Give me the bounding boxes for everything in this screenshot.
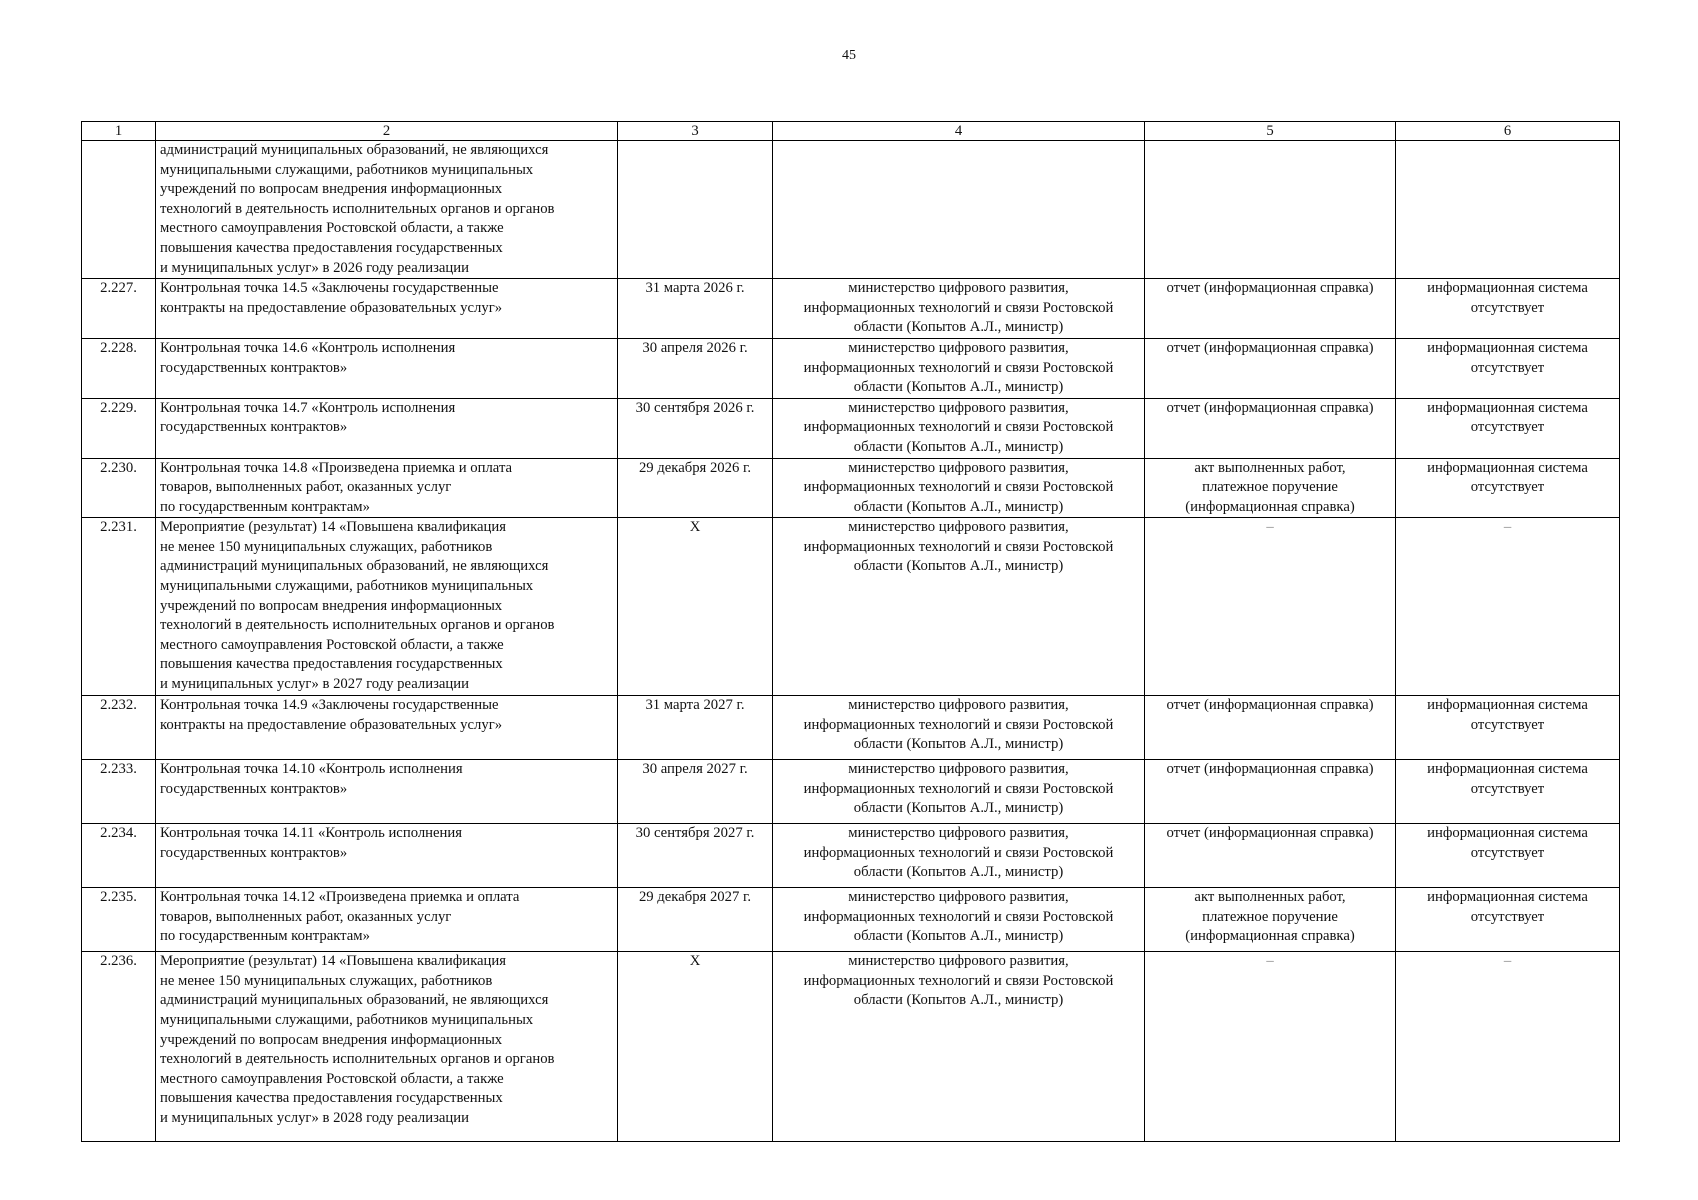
row-number: 2.227. [82,279,156,339]
row-number: 2.228. [82,338,156,398]
row-responsible-line: информационных технологий и связи Ростовской [803,908,1114,925]
row-description [156,141,618,279]
row-number: 2.234. [82,824,156,888]
row-responsible [773,952,1145,1142]
row-description [156,952,618,1142]
row-description-line: по государственным контрактам» [160,498,370,515]
row-number: 2.233. [82,760,156,824]
row-document-line: отчет (информационная справка) [1166,697,1374,714]
row-description [156,338,618,398]
row-responsible-line: информационных технологий и связи Ростовской [803,479,1114,496]
table-row [82,279,1620,339]
row-number [82,141,156,279]
row-document [1145,824,1396,888]
row-information-system-line: отсутствует [1470,844,1545,861]
row-information-system-line: отсутствует [1470,716,1545,733]
row-responsible-line: области (Копытов А.Л., министр) [853,992,1064,1009]
row-deadline: 29 декабря 2027 г. [618,888,773,952]
row-responsible-line: министерство цифрового развития, [848,697,1069,714]
row-description-line: Контрольная точка 14.10 «Контроль исполнения [160,761,463,778]
row-responsible-line: информационных технологий и связи Ростовской [803,716,1114,733]
row-description [156,824,618,888]
row-information-system-line: информационная система [1427,889,1588,906]
row-responsible-line: министерство цифрового развития, [848,889,1069,906]
row-document [1145,888,1396,952]
row-information-system [1396,952,1620,1142]
row-description-line: по государственным контрактам» [160,928,370,945]
empty-cell [773,141,1145,279]
table-row [82,696,1620,760]
table-header [82,122,1620,141]
row-description-line: местного самоуправления Ростовской области, а также [160,636,504,653]
row-deadline: 30 апреля 2026 г. [618,338,773,398]
row-information-system-line: информационная система [1427,761,1588,778]
row-description [156,458,618,518]
row-description-line: Контрольная точка 14.9 «Заключены государственные [160,697,499,714]
row-description-line: Контрольная точка 14.8 «Произведена приемка и оплата [160,459,513,476]
row-document [1145,518,1396,696]
row-responsible [773,696,1145,760]
column-header-5: 5 [1145,122,1396,141]
row-information-system-line: информационная система [1427,339,1588,356]
row-description-line: Мероприятие (результат) 14 «Повышена квалификация [160,519,507,536]
row-deadline: 30 сентября 2027 г. [618,824,773,888]
row-description-line: повышения качества предоставления государственных [160,656,503,673]
row-deadline: 29 декабря 2026 г. [618,458,773,518]
row-description-line: контракты на предоставление образовательных услуг» [160,716,503,733]
row-description [156,518,618,696]
column-header-1: 1 [82,122,156,141]
row-deadline: 30 апреля 2027 г. [618,760,773,824]
row-information-system [1396,398,1620,458]
row-document [1145,952,1396,1142]
table-row [82,518,1620,696]
row-document-line: отчет (информационная справка) [1166,339,1374,356]
row-number: 2.235. [82,888,156,952]
row-responsible [773,888,1145,952]
row-responsible-line: информационных технологий и связи Ростовской [803,359,1114,376]
row-document-line: – [1266,519,1274,536]
row-description [156,696,618,760]
row-responsible-line: министерство цифрового развития, [848,761,1069,778]
row-information-system-line: информационная система [1427,697,1588,714]
row-description [156,760,618,824]
row-deadline: 31 марта 2027 г. [618,696,773,760]
table-row [82,952,1620,1142]
row-deadline: 30 сентября 2026 г. [618,398,773,458]
row-responsible-line: информационных технологий и связи Ростовской [803,972,1114,989]
row-description-line: администраций муниципальных образований, не являющихся [160,142,549,158]
row-document-line: – [1266,953,1274,970]
row-description-line: государственных контрактов» [160,844,348,861]
row-responsible-line: области (Копытов А.Л., министр) [853,736,1064,753]
row-information-system [1396,458,1620,518]
row-responsible-line: области (Копытов А.Л., министр) [853,558,1064,575]
row-responsible-line: министерство цифрового развития, [848,339,1069,356]
row-information-system [1396,760,1620,824]
row-information-system-line: отсутствует [1470,299,1545,316]
row-description-line: технологий в деятельность исполнительных органов и органов [160,200,555,217]
row-description-line: технологий в деятельность исполнительных органов и органов [160,1051,555,1068]
row-responsible-line: министерство цифрового развития, [848,459,1069,476]
row-document-line: (информационная справка) [1185,928,1355,945]
row-information-system-line: информационная система [1427,280,1588,297]
row-number: 2.231. [82,518,156,696]
row-number: 2.232. [82,696,156,760]
row-document [1145,696,1396,760]
row-information-system-line: информационная система [1427,399,1588,416]
row-description-line: повышения качества предоставления государственных [160,239,503,256]
row-description-line: и муниципальных услуг» в 2027 году реализации [160,676,469,693]
row-description-line: товаров, выполненных работ, оказанных услуг [160,479,452,496]
plan-table [81,121,1620,1142]
row-description-line: местного самоуправления Ростовской области, а также [160,220,504,237]
row-information-system-line: информационная система [1427,825,1588,842]
row-description-line: товаров, выполненных работ, оказанных услуг [160,908,452,925]
row-deadline: X [618,952,773,1142]
row-description-line: муниципальными служащими, работников муниципальных [160,161,534,178]
row-responsible-line: информационных технологий и связи Ростовской [803,419,1114,436]
row-description-line: муниципальными служащими, работников муниципальных [160,578,534,595]
row-document-line: отчет (информационная справка) [1166,825,1374,842]
row-information-system [1396,888,1620,952]
row-information-system-line: отсутствует [1470,780,1545,797]
row-description [156,398,618,458]
row-responsible [773,338,1145,398]
empty-cell [1396,141,1620,279]
row-information-system-line: отсутствует [1470,908,1545,925]
row-responsible-line: области (Копытов А.Л., министр) [853,498,1064,515]
row-responsible-line: области (Копытов А.Л., министр) [853,928,1064,945]
row-description-line: учреждений по вопросам внедрения информационных [160,181,503,198]
row-description-line: и муниципальных услуг» в 2028 году реализации [160,1110,469,1127]
row-document [1145,338,1396,398]
row-responsible-line: министерство цифрового развития, [848,953,1069,970]
row-description-line: не менее 150 муниципальных служащих, работников [160,538,493,555]
row-responsible-line: области (Копытов А.Л., министр) [853,379,1064,396]
row-description-line: Контрольная точка 14.7 «Контроль исполнения [160,399,456,416]
table-row [82,398,1620,458]
row-description-line: технологий в деятельность исполнительных органов и органов [160,617,555,634]
table-row [82,141,1620,279]
row-responsible-line: министерство цифрового развития, [848,280,1069,297]
column-header-6: 6 [1396,122,1620,141]
row-description [156,888,618,952]
row-deadline: 31 марта 2026 г. [618,279,773,339]
row-description-line: государственных контрактов» [160,359,348,376]
row-information-system-line: информационная система [1427,459,1588,476]
row-information-system-line: отсутствует [1470,419,1545,436]
column-header-4: 4 [773,122,1145,141]
row-responsible [773,279,1145,339]
page-number: 45 [842,48,856,63]
row-information-system [1396,338,1620,398]
row-information-system [1396,696,1620,760]
row-responsible-line: министерство цифрового развития, [848,519,1069,536]
row-description-line: Контрольная точка 14.12 «Произведена приемка и оплата [160,889,520,906]
row-information-system-line: отсутствует [1470,479,1545,496]
row-description-line: Контрольная точка 14.5 «Заключены государственные [160,280,499,297]
row-description-line: муниципальными служащими, работников муниципальных [160,1012,534,1029]
row-description-line: государственных контрактов» [160,780,348,797]
row-description-line: местного самоуправления Ростовской области, а также [160,1070,504,1087]
row-information-system [1396,279,1620,339]
row-description-line: повышения качества предоставления государственных [160,1090,503,1107]
row-description-line: Мероприятие (результат) 14 «Повышена квалификация [160,953,507,970]
row-responsible [773,518,1145,696]
row-document-line: акт выполненных работ, [1194,889,1346,906]
row-description-line: Контрольная точка 14.6 «Контроль исполнения [160,339,456,356]
row-deadline: X [618,518,773,696]
row-document [1145,458,1396,518]
row-responsible-line: области (Копытов А.Л., министр) [853,438,1064,455]
row-document-line: отчет (информационная справка) [1166,761,1374,778]
table-row [82,824,1620,888]
row-document-line: (информационная справка) [1185,498,1355,515]
row-description [156,279,618,339]
row-description-line: не менее 150 муниципальных служащих, работников [160,972,493,989]
row-information-system [1396,824,1620,888]
row-document [1145,398,1396,458]
row-responsible [773,824,1145,888]
row-responsible [773,760,1145,824]
row-responsible-line: информационных технологий и связи Ростовской [803,299,1114,316]
row-document-line: платежное поручение [1202,479,1338,496]
row-document-line: отчет (информационная справка) [1166,280,1374,297]
row-document [1145,760,1396,824]
row-responsible [773,398,1145,458]
empty-cell [1145,141,1396,279]
row-description-line: учреждений по вопросам внедрения информационных [160,597,503,614]
row-document-line: платежное поручение [1202,908,1338,925]
row-description-line: учреждений по вопросам внедрения информационных [160,1031,503,1048]
row-description-line: Контрольная точка 14.11 «Контроль исполнения [160,825,463,842]
row-information-system [1396,518,1620,696]
row-document-line: отчет (информационная справка) [1166,399,1374,416]
row-responsible-line: информационных технологий и связи Ростовской [803,538,1114,555]
row-responsible-line: области (Копытов А.Л., министр) [853,800,1064,817]
row-responsible-line: области (Копытов А.Л., министр) [853,864,1064,881]
row-document-line: акт выполненных работ, [1194,459,1346,476]
row-number: 2.230. [82,458,156,518]
table-row [82,338,1620,398]
row-description-line: государственных контрактов» [160,419,348,436]
row-description-line: администраций муниципальных образований, не являющихся [160,992,549,1009]
row-description-line: и муниципальных услуг» в 2026 году реализации [160,259,469,276]
row-description-line: администраций муниципальных образований, не являющихся [160,558,549,575]
row-responsible-line: информационных технологий и связи Ростовской [803,780,1114,797]
row-responsible-line: министерство цифрового развития, [848,399,1069,416]
table-row [82,888,1620,952]
table-row [82,458,1620,518]
row-responsible [773,458,1145,518]
row-number: 2.236. [82,952,156,1142]
row-responsible-line: области (Копытов А.Л., министр) [853,319,1064,336]
row-information-system-line: отсутствует [1470,359,1545,376]
column-header-3: 3 [618,122,773,141]
row-number: 2.229. [82,398,156,458]
row-description-line: контракты на предоставление образовательных услуг» [160,299,503,316]
row-information-system-line: – [1503,519,1512,536]
row-responsible-line: министерство цифрового развития, [848,825,1069,842]
row-document [1145,279,1396,339]
table-body [82,141,1620,1142]
column-header-2: 2 [156,122,618,141]
empty-cell [618,141,773,279]
row-responsible-line: информационных технологий и связи Ростовской [803,844,1114,861]
table-row [82,760,1620,824]
row-information-system-line: – [1503,953,1512,970]
